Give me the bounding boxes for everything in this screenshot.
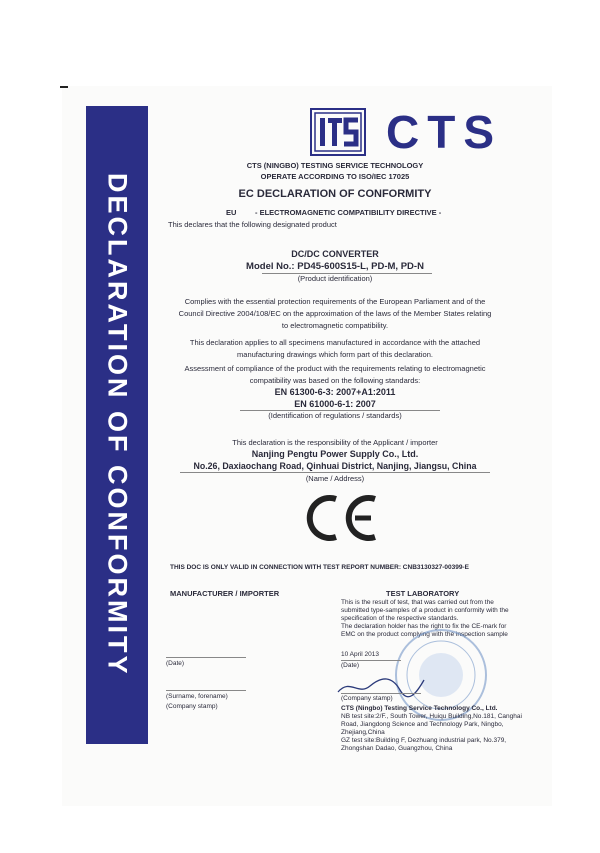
compliance-line-1: Complies with the essential protection requirements of the European Parliament and of the: [184, 297, 486, 306]
cts-emblem-icon: [310, 108, 366, 156]
standard-1: EN 61300-6-3: 2007+A1:2011: [274, 387, 396, 397]
manufacturer-date-label: (Date): [166, 660, 185, 667]
manufacturer-name-label: (Surname, forename): [166, 693, 228, 700]
side-banner-text: DECLARATION OF CONFORMITY: [102, 173, 133, 677]
standards-caption: (Identification of regulations / standards): [268, 411, 402, 420]
lab-note-5: EMC on the product complying with the inspection sample: [341, 631, 508, 638]
lab-address-4: GZ test site:Building F, Dezhuang industrial park, No.379,: [341, 737, 507, 744]
lab-address-3: Zhejiang,China: [341, 729, 385, 736]
lab-date-rule: [341, 660, 401, 661]
validity-notice: THIS DOC IS ONLY VALID IN CONNECTION WITH TEST REPORT NUMBER: CNB3130327-00399-E: [170, 564, 469, 571]
manufacturer-name-rule: [166, 690, 246, 691]
lab-heading: TEST LABORATORY: [386, 589, 460, 598]
standard-2: EN 61000-6-1: 2007: [294, 399, 376, 409]
compliance-line-2: Council Directive 2004/108/EC on the approximation of the laws of the Member States relating: [178, 309, 492, 318]
compliance-line-3: to electromagnetic compatibility.: [281, 321, 389, 330]
lab-note-2: submitted type-samples of a product in conformity with the: [341, 607, 509, 614]
lab-note-4: The declaration holder has the right to fix the CE-mark for: [341, 623, 507, 630]
applicant-address: No.26, Daxiaochang Road, Qinhuai District, Nanjing, Jiangsu, China: [193, 461, 477, 471]
manufacturer-heading: MANUFACTURER / IMPORTER: [170, 589, 280, 598]
ce-mark-icon: [303, 493, 379, 543]
lab-note-3: specification of the respective standards.: [341, 615, 459, 622]
lab-address-2: Road, Jiangdong Science and Technology Park, Ningbo,: [341, 721, 504, 728]
manufacturer-stamp-label: (Company stamp): [166, 703, 218, 710]
assessment-line-1: Assessment of compliance of the product with the requirements relating to electromagnetic: [184, 364, 486, 373]
applicant-rule: [180, 472, 490, 473]
applicant-caption: (Name / Address): [305, 474, 365, 483]
logo-text: CTS: [386, 106, 502, 158]
product-model: Model No.: PD45-600S15-L, PD-M, PD-N: [246, 261, 424, 272]
scope-line-1: This declaration applies to all specimens manufactured in accordance with the attached: [189, 338, 481, 347]
lab-company: CTS (Ningbo) Testing Service Technology Co., Ltd.: [341, 705, 498, 712]
lab-stamp-rule: [341, 693, 421, 694]
assessment-line-2: compatibility was based on the following standards:: [249, 376, 421, 385]
org-line: CTS (NINGBO) TESTING SERVICE TECHNOLOGY: [246, 161, 424, 170]
applicant-name: Nanjing Pengtu Power Supply Co., Ltd.: [251, 449, 419, 459]
lab-address-5: Zhongshan Dadao, Guangzhou, China: [341, 745, 453, 752]
lab-note-1: This is the result of test, that was carried out from the: [341, 599, 494, 606]
product-caption: (Product identification): [297, 274, 373, 283]
manufacturer-date-rule: [166, 657, 246, 658]
directive-name: - ELECTROMAGNETIC COMPATIBILITY DIRECTIVE -: [255, 208, 442, 217]
directive-prefix: EU: [226, 208, 237, 217]
lab-date-value: 10 April 2013: [341, 651, 379, 658]
accreditation-line: OPERATE ACCORDING TO ISO/IEC 17025: [260, 172, 410, 181]
applicant-intro: This declaration is the responsibility of the Applicant / importer: [232, 438, 438, 447]
scope-line-2: manufacturing drawings which form part of this declaration.: [237, 350, 433, 359]
side-banner: [86, 106, 148, 744]
declaration-title: EC DECLARATION OF CONFORMITY: [238, 188, 432, 200]
lab-stamp-label: (Company stamp): [341, 695, 393, 702]
lab-address-1: NB test site:2/F., South Tower, Huiqu Building,No.181, Canghai: [341, 713, 522, 720]
cts-logo: [310, 108, 502, 156]
declaration-intro: This declares that the following designated product: [168, 220, 337, 229]
corner-mark: [60, 86, 68, 88]
product-name: DC/DC CONVERTER: [291, 249, 379, 259]
lab-date-label: (Date): [341, 662, 360, 669]
